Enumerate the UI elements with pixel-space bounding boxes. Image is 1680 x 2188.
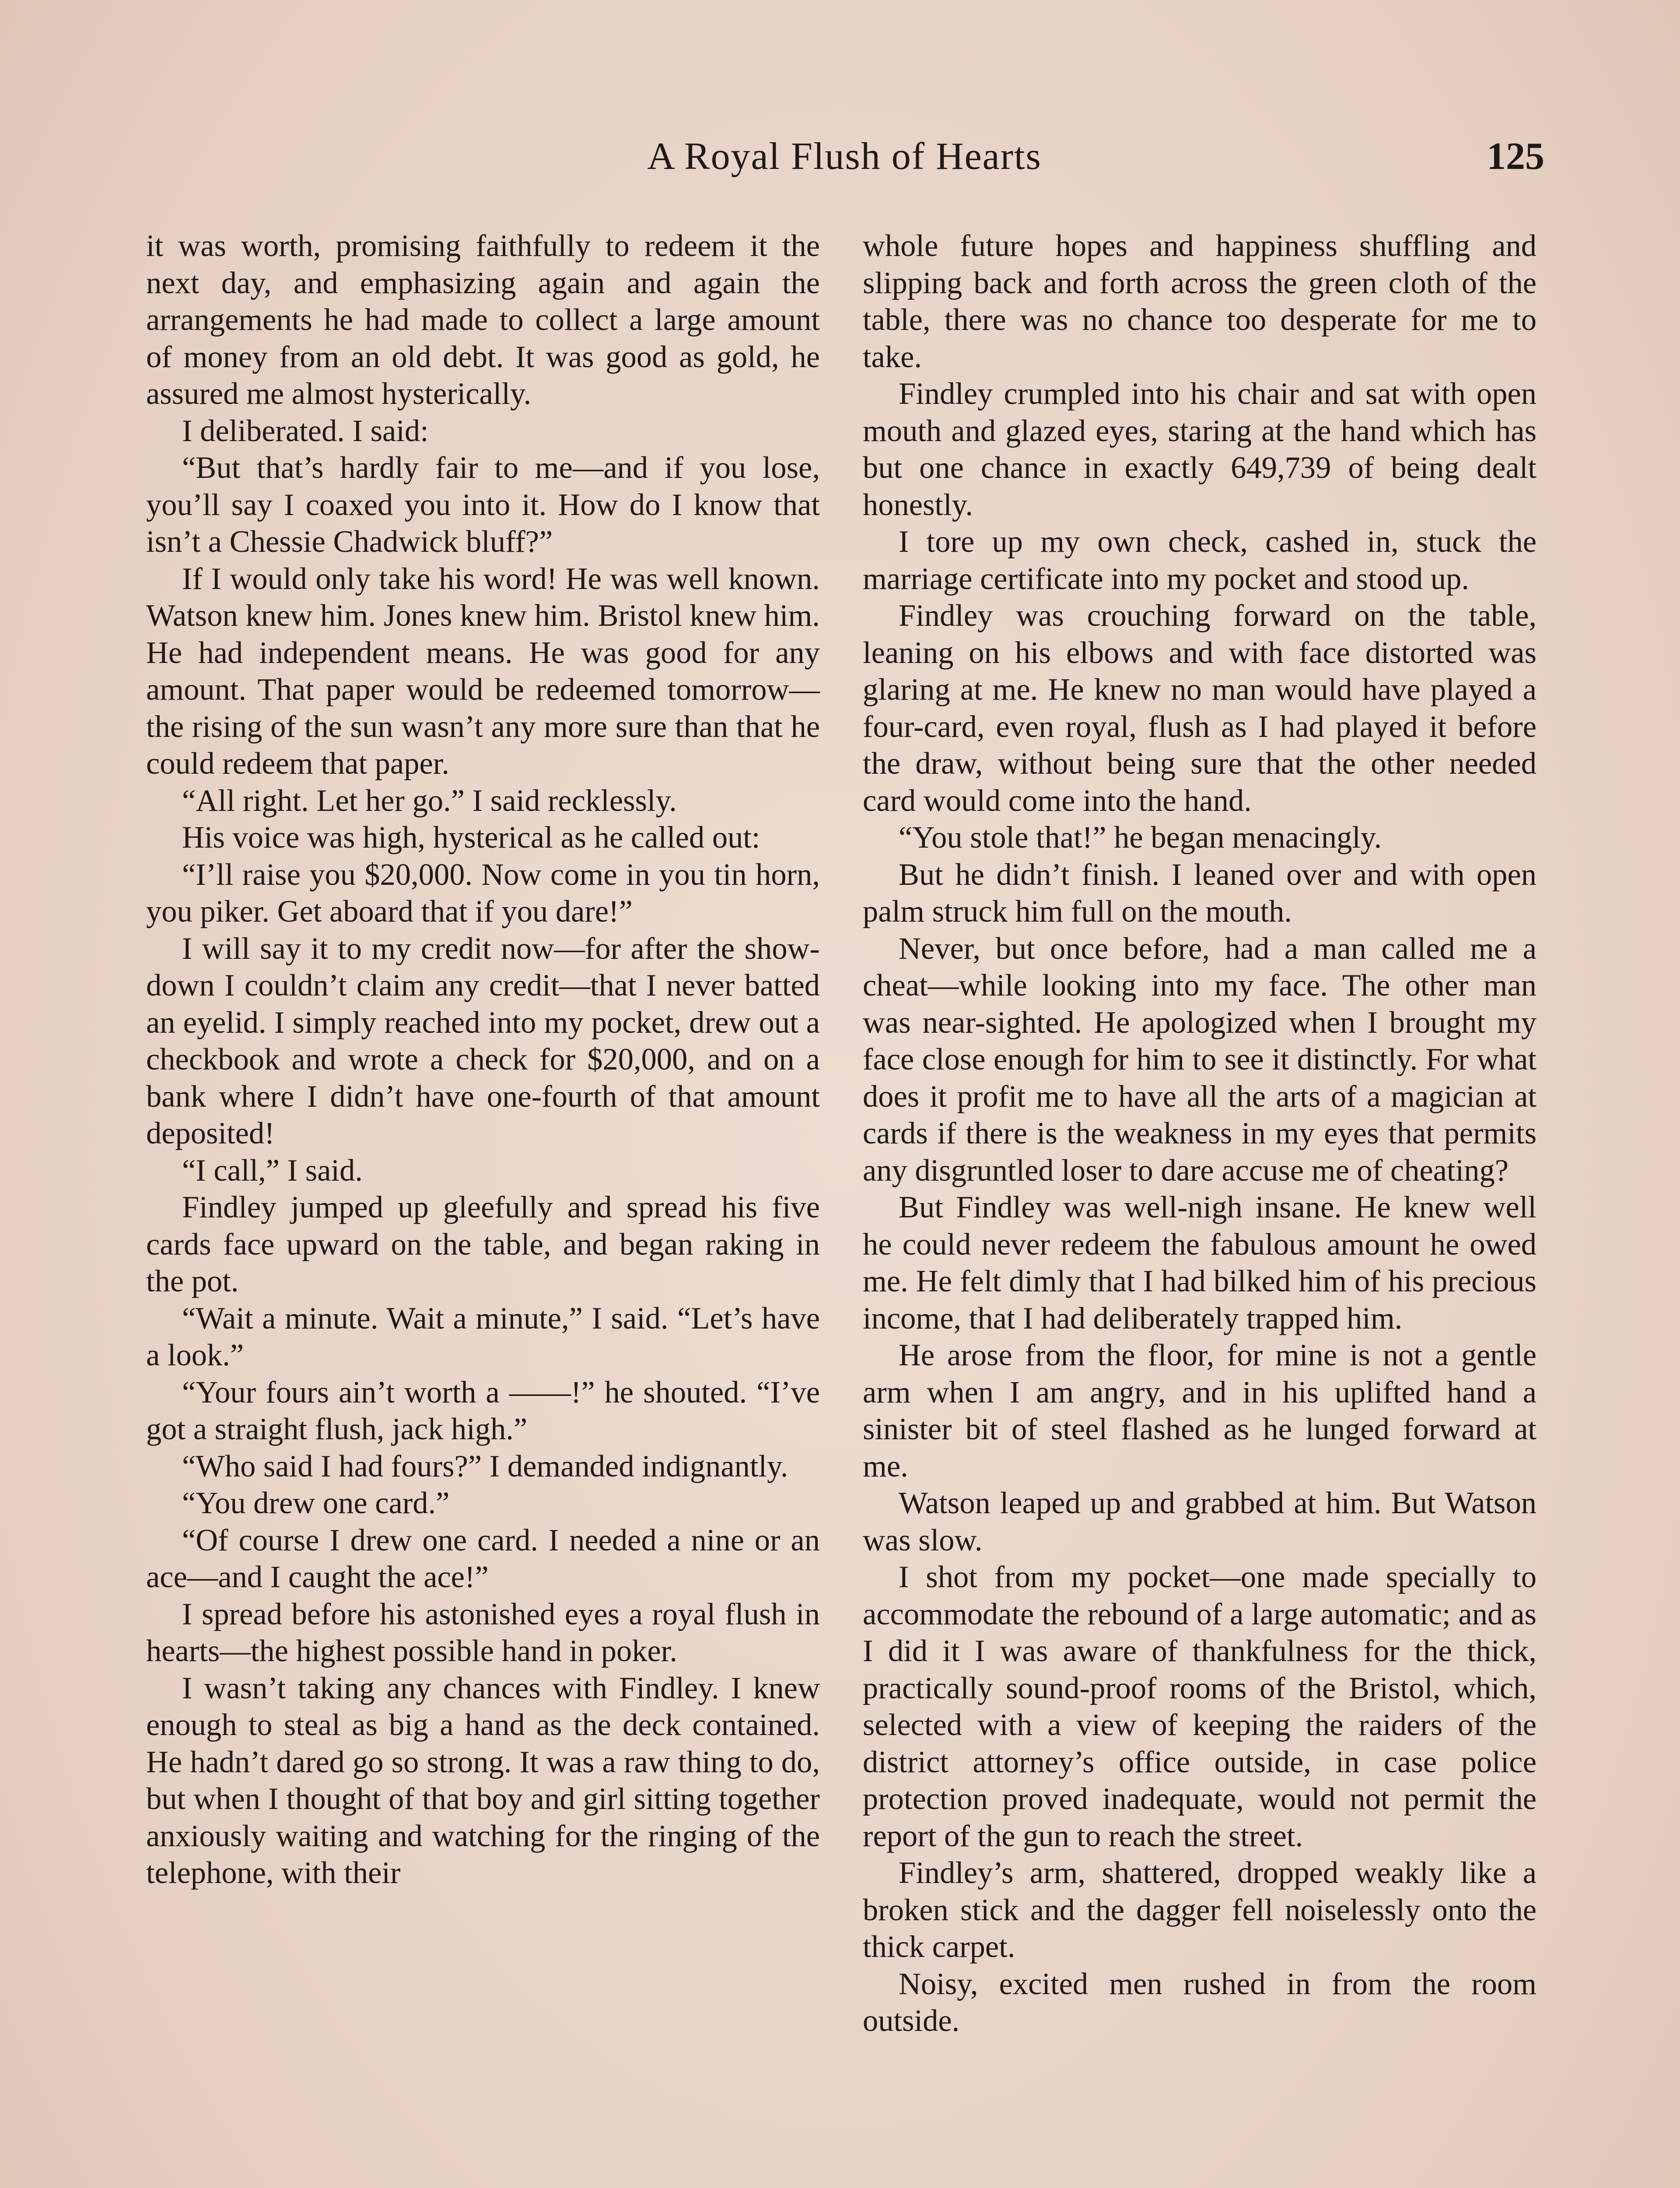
page-number: 125 (1487, 135, 1544, 178)
paragraph: “Who said I had fours?” I demanded indignantly. (182, 1449, 788, 1483)
paragraph: He arose from the floor, for mine is not a gentle arm when I am angry, and in his uplifted hand a sinister bit of steel flashed as he lunged forward at me. (863, 1338, 1536, 1483)
paragraph: I tore up my own check, cashed in, stuck the marriage certificate into my pocket and stood up. (863, 525, 1536, 596)
paragraph: I wasn’t taking any chances with Findley. I knew enough to steal as big a hand as the deck contained. He hadn’t dared go so strong. It was a raw thing to do, but when I thought of that boy and girl sitting together anxiously waiting and watching for the ringing of the telephone, with their (146, 1671, 820, 1890)
paragraph: Watson leaped up and grabbed at him. But Watson was slow. (863, 1486, 1536, 1557)
left-column (146, 228, 820, 1892)
paragraph: I will say it to my credit now—for after the show-down I couldn’t claim any credit—that I never batted an eyelid. I simply reached into my pocket, drew out a checkbook and wrote a check for $20,000, and on a bank where I didn’t have one-fourth of that amount deposited! (146, 931, 820, 1150)
paragraph: I spread before his astonished eyes a royal flush in hearts—the highest possible hand in poker. (146, 1597, 820, 1668)
paragraph: Never, but once before, had a man called me a cheat—while looking into my face. The other man was near-sighted. He apologized when I brought my face close enough for him to see it distinctly. For what does it profit me to have all the arts of a magician at cards if there is the weakness in my eyes that permits any disgruntled loser to dare accuse me of cheating? (863, 931, 1536, 1188)
paragraph: His voice was high, hysterical as he called out: (182, 820, 760, 855)
paragraph: “You stole that!” he began menacingly. (899, 820, 1382, 855)
paragraph: “Wait a minute. Wait a minute,” I said. “Let’s have a look.” (146, 1301, 820, 1372)
paragraph: Findley’s arm, shattered, dropped weakly like a broken stick and the dagger fell noiselessly onto the thick carpet. (863, 1856, 1536, 1964)
paragraph: Noisy, excited men rushed in from the room outside. (863, 1967, 1536, 2038)
paragraph: “All right. Let her go.” I said recklessly. (182, 783, 677, 818)
paragraph: it was worth, promising faithfully to redeem it the next day, and emphasizing again and again the arrangements he had made to collect a large amount of money from an old debt. It was good as gold, he assured me almost hysterically. (146, 229, 820, 411)
running-title: A Royal Flush of Hearts (647, 135, 1042, 178)
paragraph: “But that’s hardly fair to me—and if you lose, you’ll say I coaxed you into it. How do I know that isn’t a Chessie Chadwick bluff?” (146, 451, 820, 559)
paragraph: Findley was crouching forward on the table, leaning on his elbows and with face distorted was glaring at me. He knew no man would have played a four-card, even royal, flush as I had played it before the draw, without being sure that the other needed card would come into the hand. (863, 599, 1536, 818)
paragraph: “Your fours ain’t worth a ——!” he shouted. “I’ve got a straight flush, jack high.” (146, 1375, 820, 1446)
paragraph: I shot from my pocket—one made specially to accommodate the rebound of a large automatic; and as I did it I was aware of thankfulness for the thick, practically sound-proof rooms of the Bristol, which, selected with a view of keeping the raiders of the district attorney’s office outside, in case police protection proved inadequate, would not permit the report of the gun to reach the street. (863, 1560, 1536, 1853)
paragraph: “You drew one card.” (182, 1486, 450, 1520)
paragraph: I deliberated. I said: (182, 414, 429, 448)
right-column (863, 228, 1536, 2040)
paragraph: “I call,” I said. (182, 1153, 363, 1188)
paragraph: “I’ll raise you $20,000. Now come in you tin horn, you piker. Get aboard that if you dare!” (146, 857, 820, 929)
paragraph: whole future hopes and happiness shuffling and slipping back and forth across the green cloth of the table, there was no chance too desperate for me to take. (863, 229, 1536, 374)
paragraph: But he didn’t finish. I leaned over and with open palm struck him full on the mouth. (863, 857, 1536, 929)
paragraph: Findley crumpled into his chair and sat with open mouth and glazed eyes, staring at the hand which has but one chance in exactly 649,739 of being dealt honestly. (863, 377, 1536, 522)
paragraph: If I would only take his word! He was well known. Watson knew him. Jones knew him. Bristol knew him. He had independent means. He was good for any amount. That paper would be redeemed tomorrow—the rising of the sun wasn’t any more sure than that he could redeem that paper. (146, 561, 820, 781)
running-head (144, 130, 1544, 183)
paragraph: But Findley was well-nigh insane. He knew well he could never redeem the fabulous amount he owed me. He felt dimly that I had bilked him of his precious income, that I had deliberately trapped him. (863, 1190, 1536, 1336)
paragraph: “Of course I drew one card. I needed a nine or an ace—and I caught the ace!” (146, 1523, 820, 1594)
paragraph: Findley jumped up gleefully and spread his five cards face upward on the table, and began raking in the pot. (146, 1190, 820, 1298)
